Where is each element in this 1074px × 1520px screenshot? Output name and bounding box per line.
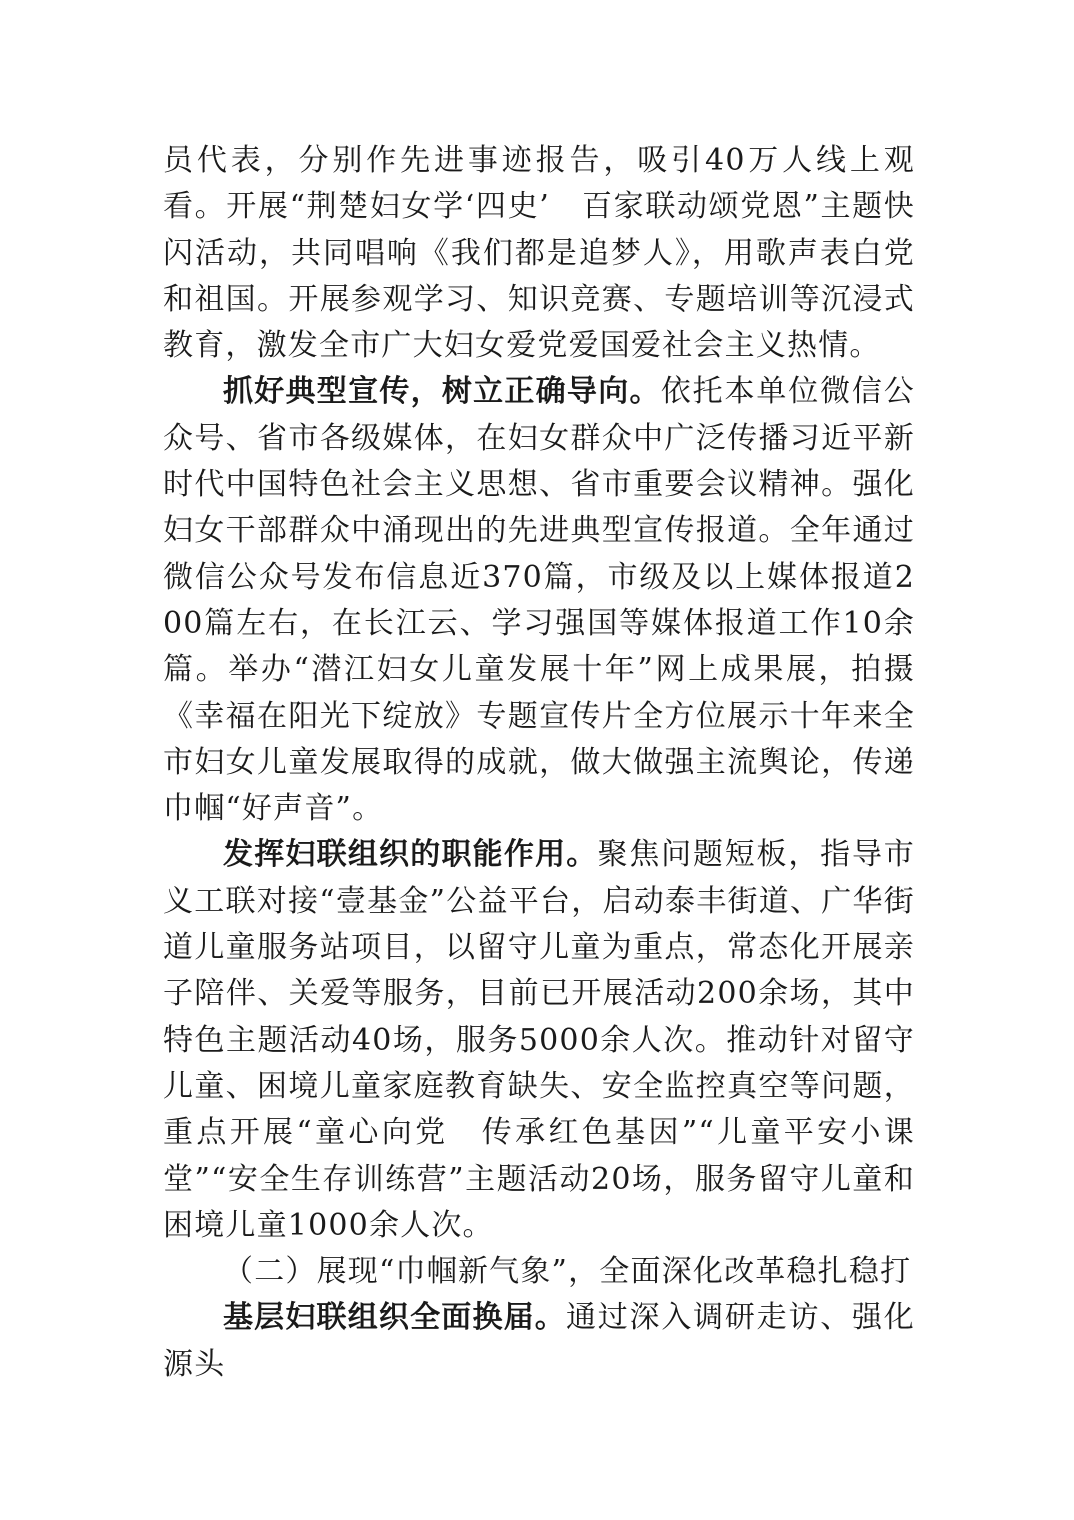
body-paragraph-1 [163, 138, 915, 369]
body-paragraph-3 [163, 832, 915, 1249]
paragraph-1-text: 员代表，分别作先进事迹报告，吸引40万人线上观看。开展“荆楚妇女学‘四史’ 百家联动颂党恩”主题快闪活动，共同唱响《我们都是追梦人》，用歌声表白党和祖国。开展参观学习、知识竞赛、专题培训等沉浸式教育，激发全市广大妇女爱党爱国爱社会主义热情。 [163, 143, 915, 364]
paragraph-4-lead: 基层妇联组织全面换届。 [223, 1300, 566, 1336]
document-page [163, 138, 915, 1388]
paragraph-2-lead: 抓好典型宣传，树立正确导向。 [223, 374, 661, 410]
body-paragraph-2 [163, 369, 915, 832]
body-paragraph-4 [163, 1295, 915, 1388]
paragraph-4-text: 通过深入调研走访、强化源头 [163, 1300, 915, 1382]
paragraph-2-text: 依托本单位微信公众号、省市各级媒体，在妇女群众中广泛传播习近平新时代中国特色社会主义思想、省市重要会议精神。强化妇女干部群众中涌现出的先进典型宣传报道。全年通过微信公众号发布信息近370篇，市级及以上媒体报道200篇左右，在长江云、学习强国等媒体报道工作10余篇。举办“潜江妇女儿童发展十年”网上成果展，拍摄《幸福在阳光下绽放》专题宣传片全方位展示十年来全市妇女儿童发展取得的成就，做大做强主流舆论，传递巾帼“好声音”。 [163, 374, 915, 827]
paragraph-3-lead: 发挥妇联组织的职能作用。 [223, 837, 598, 873]
paragraph-3-text: 聚焦问题短板，指导市义工联对接“壹基金”公益平台，启动泰丰街道、广华街道儿童服务站项目，以留守儿童为重点，常态化开展亲子陪伴、关爱等服务，目前已开展活动200余场，其中特色主题活动40场，服务5000余人次。推动针对留守儿童、困境儿童家庭教育缺失、安全监控真空等问题，重点开展“童心向党 传承红色基因”“儿童平安小课堂”“安全生存训练营”主题活动20场，服务留守儿童和困境儿童1000余人次。 [163, 837, 915, 1243]
section-heading: （二）展现“巾帼新气象”，全面深化改革稳扎稳打 [223, 1254, 912, 1290]
